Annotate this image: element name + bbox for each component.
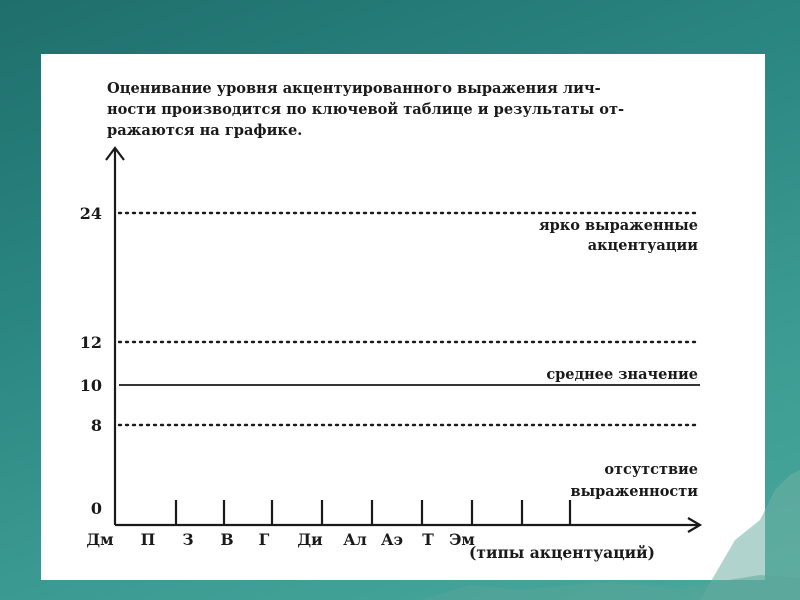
category-label: Г bbox=[258, 530, 270, 549]
category-label: Т bbox=[422, 530, 434, 549]
y-tick-label: 24 bbox=[79, 204, 102, 223]
zone-label: отсутствие bbox=[604, 461, 698, 478]
category-label: Ди bbox=[297, 530, 323, 549]
reference-line-label: акцентуации bbox=[587, 237, 698, 254]
category-label: П bbox=[140, 530, 156, 549]
reference-line-label: среднее значение bbox=[546, 366, 698, 383]
intro-line: Оценивание уровня акцентуированного выражения лич- bbox=[107, 80, 601, 97]
y-tick-label: 10 bbox=[79, 376, 102, 395]
category-label: Дм bbox=[86, 530, 114, 549]
reference-line-label: ярко выраженные bbox=[538, 217, 698, 234]
intro-line: ражаются на графике. bbox=[107, 122, 303, 139]
y-tick-label: 8 bbox=[90, 416, 102, 435]
intro-line: ности производится по ключевой таблице и результаты от- bbox=[107, 101, 625, 118]
category-label: З bbox=[182, 530, 194, 549]
category-label: В bbox=[220, 530, 234, 549]
y-tick-label: 0 bbox=[90, 499, 102, 518]
category-label: Ал bbox=[343, 530, 367, 549]
x-axis-label: (типы акцентуаций) bbox=[469, 543, 655, 562]
zone-label: выраженности bbox=[570, 483, 698, 500]
category-label: Эм bbox=[449, 530, 475, 549]
y-tick-label: 12 bbox=[79, 333, 102, 352]
category-label: Аэ bbox=[380, 530, 404, 549]
